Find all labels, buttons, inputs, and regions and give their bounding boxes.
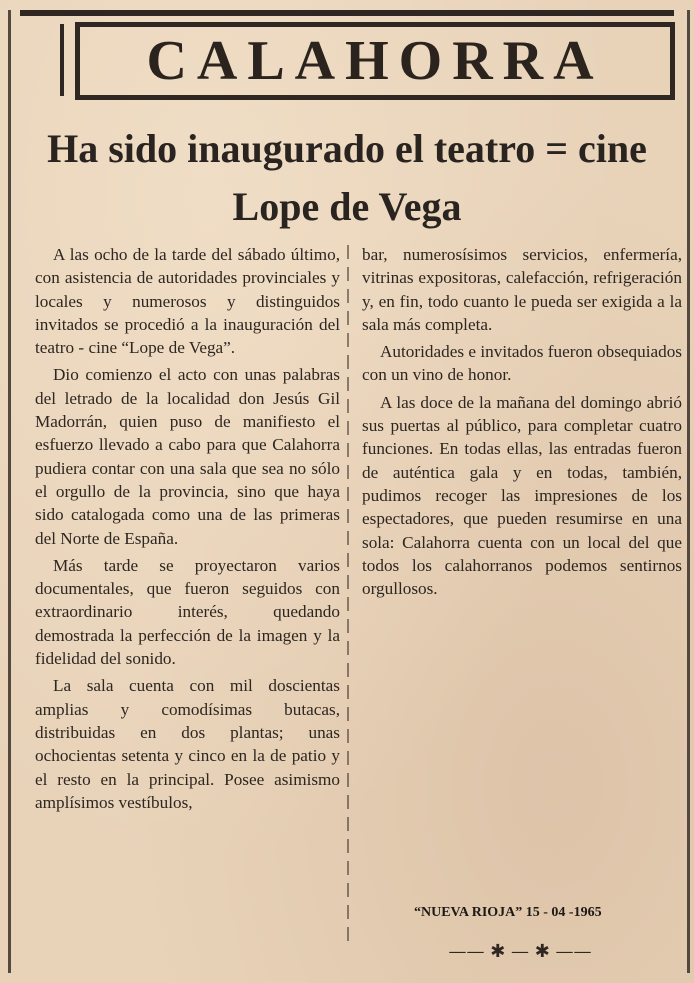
paragraph: La sala cuenta con mil doscientas amplias y comodísimas butacas, distribuidas en dos plantas; unas ochocientas setenta y cinco en la de patio y el resto en la principal. Posee asimismo amplísimos vestíbulos, xyxy=(35,676,340,812)
paragraph: Más tarde se proyectaron varios documentales, que fueron seguidos con extraordinario interés, quedando demostrada la perfección de la imagen y la fidelidad del sonido. xyxy=(35,555,340,669)
headline: Ha sido inaugurado el teatro = cine Lope de Vega xyxy=(47,126,647,229)
ornament-text: —— ✱ — ✱ —— xyxy=(448,940,592,962)
title-side-mark xyxy=(20,24,64,96)
paragraph: A las doce de la mañana del domingo abrió sus puertas al público, para completar cuatro funciones. En todas ellas, las entradas fueron de auténtica gala y en todas, también, pudimos recoger las impresiones de los espectadores, que pueden resumirse en una sola: Calahorra cuenta con un local del que todos los calahorranos podemos sentirnos orgullosos. xyxy=(362,392,682,599)
left-border xyxy=(8,10,11,973)
paragraph: Dio comienzo el acto con unas palabras del letrado de la localidad don Jesús Gil Madorrán, quien puso de manifiesto el esfuerzo llevado a cabo para que Calahorra pudiera contar con una sala que sea no sólo el orgullo de la provincia, sino que haya sido catalogada como una de las primeras del Norte de España. xyxy=(35,365,340,548)
top-rule xyxy=(20,10,674,16)
section-title: CALAHORRA xyxy=(146,30,604,92)
source-credit: “NUEVA RIOJA” 15 - 04 -1965 xyxy=(414,905,602,920)
paragraph: Autoridades e invitados fueron obsequiados con un vino de honor. xyxy=(362,342,682,385)
paragraph: bar, numerosísimos servicios, enfermería, vitrinas expositoras, calefacción, refrigeración y, en fin, todo cuanto le pueda ser exigida a la sala más completa. xyxy=(362,245,682,334)
right-column xyxy=(362,243,682,604)
column-divider xyxy=(347,245,349,945)
paragraph: A las ocho de la tarde del sábado último, con asistencia de autoridades provinciales y locales y numerosos y distinguidos invitados se procedió a la inauguración del teatro - cine “Lope de Vega”. xyxy=(35,245,340,358)
right-border xyxy=(687,10,690,973)
end-ornament xyxy=(360,938,680,964)
section-title-box xyxy=(75,22,675,100)
left-column xyxy=(35,243,340,818)
